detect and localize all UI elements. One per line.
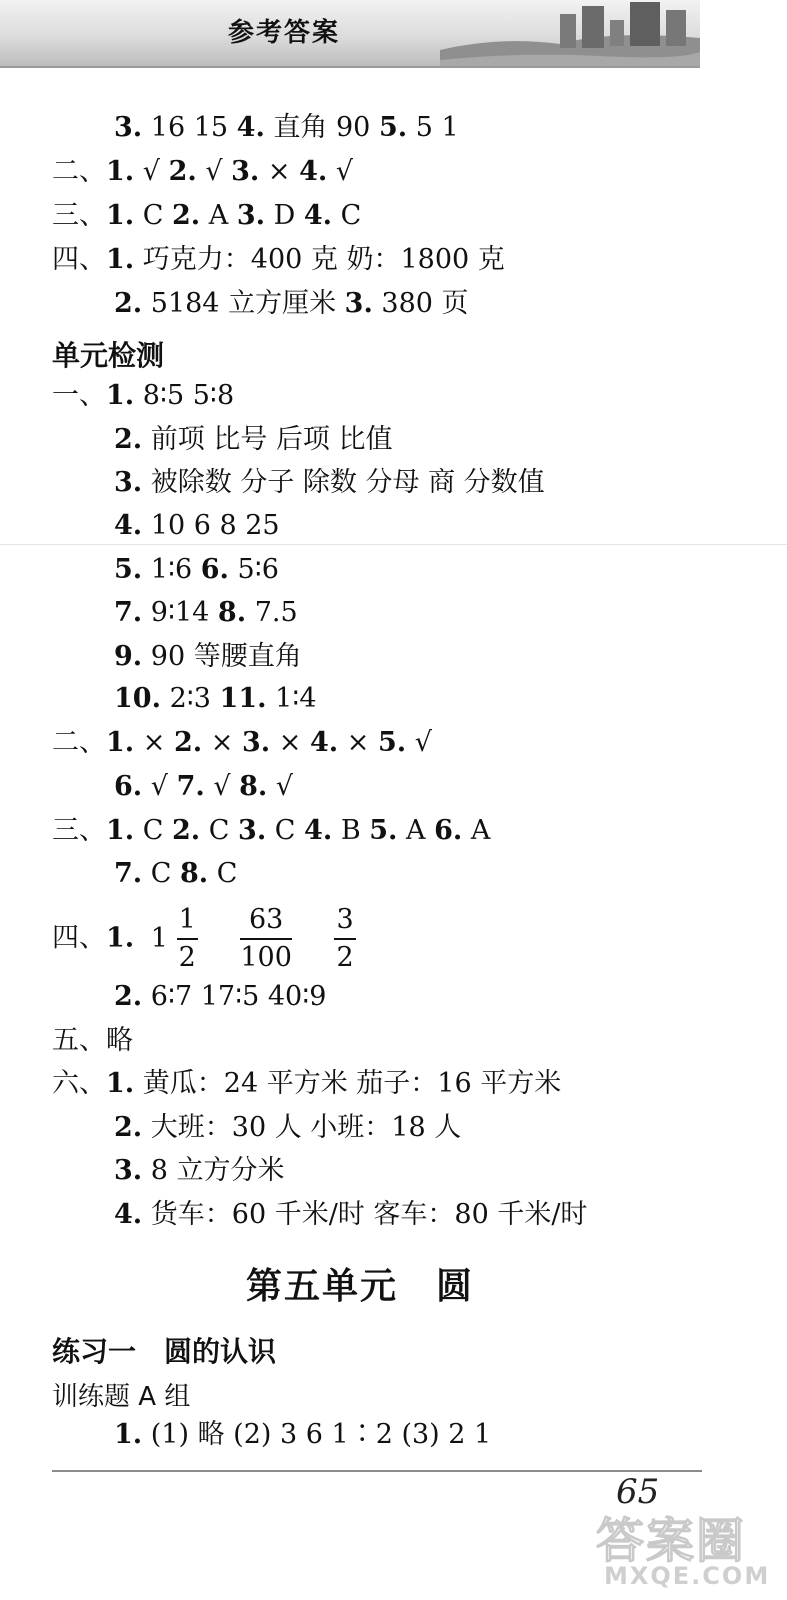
question-number: 9. — [114, 641, 143, 672]
question-number: 6. — [434, 815, 463, 846]
row-prefix: 二、 — [52, 727, 106, 758]
answer-text: √ — [142, 771, 177, 802]
answer-text: C — [134, 200, 173, 231]
answer-text: 1∶4 — [266, 683, 317, 714]
header-skyline-decoration — [440, 0, 700, 66]
question-number: 4. — [114, 1199, 143, 1230]
unit-title: 第五单元 圆 — [246, 1266, 475, 1307]
whole-number: 1 — [150, 923, 168, 954]
page-header-title: 参考答案 — [228, 18, 341, 48]
question-number: 1. — [106, 156, 135, 187]
answer-text: A — [200, 200, 237, 231]
answer-row — [52, 726, 432, 760]
fraction-numerator: 63 — [240, 902, 292, 940]
question-number: 2. — [114, 1112, 143, 1143]
question-number: 7. — [176, 771, 205, 802]
question-number: 6. — [200, 554, 229, 585]
answer-row — [52, 287, 469, 321]
question-number: 4. — [303, 200, 333, 231]
answer-text: 9∶14 — [142, 597, 218, 628]
question-number: 10. — [114, 683, 161, 714]
row-prefix: 五、略 — [52, 1025, 133, 1056]
answer-text: B — [332, 815, 370, 846]
answer-row — [52, 980, 326, 1014]
question-number: 4. — [114, 510, 143, 541]
question-number: 5. — [377, 727, 407, 758]
answer-row — [52, 509, 280, 543]
answer-text: C — [266, 815, 305, 846]
watermark-logo — [596, 1502, 776, 1594]
answer-text: C — [142, 858, 181, 889]
answer-text: A — [397, 815, 435, 846]
answer-text: × — [270, 727, 310, 758]
question-number: 3. — [114, 1155, 143, 1186]
row-prefix: 三、 — [52, 200, 106, 231]
answer-text: × — [202, 727, 242, 758]
answer-row — [52, 111, 459, 145]
row-prefix: 四、 — [52, 922, 106, 954]
answer-text: 10 6 8 25 — [142, 510, 280, 541]
answer-text: 直角 90 — [264, 112, 379, 143]
answer-text: C — [208, 858, 238, 889]
answer-text: 被除数 分子 除数 分母 商 分数值 — [142, 467, 545, 498]
question-number: 2. — [114, 424, 143, 455]
answer-row — [52, 682, 317, 716]
exercise-group-label: 训练题 A 组 — [52, 1382, 191, 1412]
row-prefix: 四、 — [52, 244, 106, 275]
question-number: 4. — [304, 815, 333, 846]
page-number: 65 — [616, 1472, 660, 1512]
answer-text: 黄瓜：24 平方米 茄子：16 平方米 — [134, 1068, 562, 1099]
answer-row — [52, 640, 302, 674]
answer-text: √ — [196, 156, 232, 187]
question-number: 7. — [114, 858, 143, 889]
question-number: 5. — [369, 815, 398, 846]
question-number: 4. — [299, 156, 328, 187]
question-number: 3. — [231, 156, 260, 187]
answer-text: 8 立方分米 — [142, 1155, 285, 1186]
page-crease — [0, 544, 787, 545]
answer-row — [52, 379, 234, 413]
answer-text: 7.5 — [246, 597, 298, 628]
question-number: 5. — [114, 554, 143, 585]
answer-text: 5 1 — [407, 112, 459, 143]
answer-row — [52, 155, 353, 189]
question-number: 2. — [114, 288, 143, 319]
question-number: 1. — [106, 1068, 135, 1099]
question-number: 1. — [114, 1419, 143, 1450]
lesson-heading: 练习一 圆的认识 — [52, 1335, 277, 1368]
fraction-denominator: 2 — [336, 942, 354, 973]
question-number: 6. — [114, 771, 143, 802]
question-number: 1. — [106, 815, 135, 846]
fraction — [334, 902, 355, 976]
answer-row — [52, 596, 298, 630]
question-number: 2. — [173, 727, 203, 758]
question-number: 3. — [236, 200, 266, 231]
question-number: 4. — [309, 727, 339, 758]
answer-text: A — [462, 815, 491, 846]
question-number: 3. — [114, 467, 143, 498]
question-number: 1. — [106, 380, 135, 411]
footer-rule — [52, 1470, 702, 1472]
fraction-numerator: 3 — [334, 902, 355, 940]
answer-row — [52, 553, 279, 587]
question-number: 2. — [172, 200, 201, 231]
fraction-denominator: 100 — [240, 942, 292, 973]
row-prefix: 六、 — [52, 1068, 106, 1099]
fraction — [240, 902, 292, 976]
answer-text: C — [134, 815, 173, 846]
row-prefix: 二、 — [52, 156, 106, 187]
answer-row-fractions — [52, 902, 362, 976]
answer-text: 90 等腰直角 — [142, 641, 302, 672]
answer-text: 巧克力：400 克 奶：1800 克 — [134, 244, 505, 275]
answer-text: 8∶5 5∶8 — [134, 380, 235, 411]
answer-text: 货车：60 千米/时 客车：80 千米/时 — [142, 1199, 588, 1230]
question-number: 1. — [106, 200, 135, 231]
answer-row — [52, 1418, 491, 1452]
answer-text: × — [338, 727, 378, 758]
answer-text: 5∶6 — [228, 554, 279, 585]
question-number: 7. — [114, 597, 143, 628]
answer-row — [52, 1198, 587, 1232]
question-number: 3. — [238, 815, 267, 846]
answer-text: C — [200, 815, 239, 846]
answer-text: 16 15 — [142, 112, 237, 143]
answer-row — [52, 857, 237, 891]
question-number: 3. — [114, 112, 143, 143]
answer-row — [52, 1111, 461, 1145]
section-heading-unit-test: 单元检测 — [52, 339, 165, 372]
answer-row — [52, 423, 393, 457]
question-number: 3. — [241, 727, 271, 758]
question-number: 2. — [114, 981, 143, 1012]
answer-text: √ — [327, 156, 354, 187]
question-number: 4. — [236, 112, 265, 143]
answer-text: (1) 略 (2) 3 6 1∶2 (3) 2 1 — [142, 1419, 492, 1450]
question-number: 3. — [344, 288, 373, 319]
question-number: 2. — [168, 156, 197, 187]
answer-row — [52, 770, 293, 804]
header-band — [0, 0, 700, 68]
answer-row — [52, 466, 545, 500]
answer-row — [52, 199, 361, 233]
answer-text: √ — [204, 771, 240, 802]
answer-row — [52, 1154, 285, 1188]
answer-text: √ — [134, 156, 169, 187]
fraction-denominator: 2 — [178, 942, 196, 973]
answer-row — [52, 1024, 133, 1058]
watermark-url: MXQE.COM — [604, 1562, 771, 1590]
row-prefix: 三、 — [52, 815, 106, 846]
question-number: 11. — [219, 683, 267, 714]
answer-text: √ — [406, 727, 432, 758]
row-prefix: 一、 — [52, 380, 106, 411]
answer-text: 前项 比号 后项 比值 — [142, 424, 393, 455]
question-number: 5. — [378, 112, 408, 143]
answer-row — [52, 814, 490, 848]
question-number: 2. — [172, 815, 201, 846]
question-number: 1. — [106, 922, 135, 954]
answer-text: 6∶7 17∶5 40∶9 — [142, 981, 327, 1012]
answer-row — [52, 243, 505, 277]
question-number: 8. — [217, 597, 247, 628]
answer-text: 5184 立方厘米 — [142, 288, 345, 319]
question-number: 1. — [106, 244, 135, 275]
answer-text: × — [134, 727, 174, 758]
answer-text: C — [332, 200, 362, 231]
answer-text: √ — [267, 771, 294, 802]
question-number: 8. — [239, 771, 268, 802]
watermark-logo-text: 答案圈 — [596, 1513, 747, 1569]
fraction — [177, 902, 198, 976]
answer-text: × — [259, 156, 300, 187]
answer-text: D — [265, 200, 304, 231]
answer-text: 大班：30 人 小班：18 人 — [142, 1112, 462, 1143]
question-number: 1. — [106, 727, 135, 758]
answer-text: 2∶3 — [160, 683, 220, 714]
fraction-numerator: 1 — [177, 902, 198, 940]
answer-text: 380 页 — [372, 288, 469, 319]
answer-row — [52, 1067, 561, 1101]
question-number: 8. — [180, 858, 209, 889]
answer-text: 1∶6 — [142, 554, 201, 585]
